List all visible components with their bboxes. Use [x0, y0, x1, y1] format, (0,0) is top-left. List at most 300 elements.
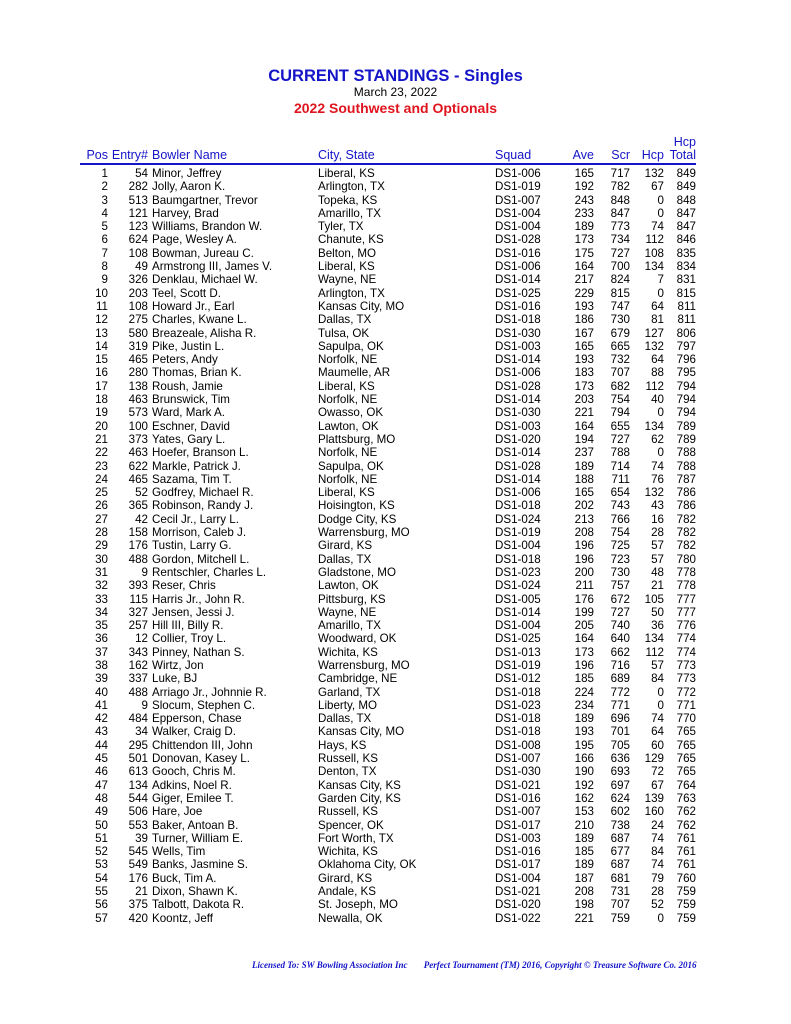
cell-entry: 319 — [128, 339, 148, 353]
cell-city: Oklahoma City, OK — [318, 858, 417, 872]
cell-hcp: 64 — [651, 353, 664, 367]
cell-city: Kansas City, MO — [318, 725, 405, 739]
cell-squad: DS1-016 — [495, 791, 541, 805]
cell-pos: 50 — [95, 818, 108, 832]
table-row — [80, 220, 696, 233]
cell-ave: 195 — [574, 738, 594, 752]
table-row — [80, 872, 696, 885]
cell-entry: 21 — [135, 885, 148, 899]
cell-pos: 35 — [95, 619, 108, 633]
table-row — [80, 486, 696, 499]
report-date: March 23, 2022 — [353, 85, 438, 99]
cell-entry: 624 — [128, 233, 148, 247]
cell-entry: 488 — [128, 552, 148, 566]
cell-ave: 162 — [574, 791, 594, 805]
cell-pos: 43 — [95, 725, 108, 739]
cell-squad: DS1-019 — [495, 526, 541, 540]
cell-hcp: 74 — [651, 712, 664, 726]
cell-total: 846 — [676, 233, 696, 247]
cell-pos: 55 — [95, 885, 108, 899]
cell-total: 778 — [676, 565, 696, 579]
cell-name: Baumgartner, Trevor — [152, 193, 258, 207]
cell-total: 772 — [676, 685, 696, 699]
cell-pos: 33 — [95, 592, 108, 606]
table-row — [80, 805, 696, 818]
cell-total: 847 — [676, 206, 696, 220]
cell-hcp: 74 — [651, 831, 664, 845]
cell-entry: 463 — [128, 393, 148, 407]
col-header-total-top: Hcp — [673, 135, 696, 149]
cell-city: Russell, KS — [318, 752, 378, 766]
cell-city: Amarillo, TX — [318, 206, 381, 220]
table-row — [80, 699, 696, 712]
cell-hcp: 57 — [651, 658, 664, 672]
cell-hcp: 0 — [657, 286, 664, 300]
cell-total: 762 — [676, 818, 696, 832]
table-row — [80, 659, 696, 672]
cell-scr: 655 — [610, 419, 630, 433]
table-row — [80, 912, 696, 925]
cell-total: 761 — [676, 831, 696, 845]
cell-total: 835 — [676, 246, 696, 260]
cell-name: Turner, William E. — [152, 831, 244, 845]
cell-entry: 108 — [128, 299, 148, 313]
cell-hcp: 62 — [651, 432, 664, 446]
table-row — [80, 646, 696, 659]
cell-total: 761 — [676, 845, 696, 859]
cell-name: Morrison, Caleb J. — [152, 526, 247, 540]
cell-name: Wells, Tim — [152, 845, 206, 859]
cell-total: 765 — [676, 752, 696, 766]
cell-ave: 199 — [574, 605, 594, 619]
cell-name: Bowman, Jureau C. — [152, 246, 254, 260]
col-header-scr: Scr — [594, 136, 630, 164]
table-row — [80, 260, 696, 273]
cell-squad: DS1-014 — [495, 353, 541, 367]
table-row — [80, 765, 696, 778]
cell-ave: 234 — [574, 698, 594, 712]
cell-entry: 365 — [128, 499, 148, 513]
cell-hcp: 132 — [644, 486, 664, 500]
cell-entry: 203 — [128, 286, 148, 300]
cell-city: Cambridge, NE — [318, 672, 398, 686]
cell-city: Arlington, TX — [318, 180, 385, 194]
cell-total: 848 — [676, 193, 696, 207]
cell-ave: 211 — [575, 579, 594, 593]
col-header-ave: Ave — [563, 136, 594, 164]
cell-entry: 580 — [128, 326, 148, 340]
cell-scr: 782 — [610, 180, 630, 194]
cell-name: Hoefer, Branson L. — [152, 446, 249, 460]
cell-scr: 740 — [610, 619, 630, 633]
cell-scr: 772 — [610, 685, 630, 699]
table-row — [80, 752, 696, 765]
table-row — [80, 539, 696, 552]
cell-city: Girard, KS — [318, 539, 373, 553]
cell-pos: 21 — [95, 432, 108, 446]
cell-total: 762 — [676, 805, 696, 819]
cell-ave: 164 — [574, 632, 594, 646]
cell-total: 789 — [676, 432, 696, 446]
cell-hcp: 64 — [651, 725, 664, 739]
cell-name: Eschner, David — [152, 419, 230, 433]
cell-entry: 420 — [128, 911, 148, 925]
cell-squad: DS1-024 — [495, 579, 541, 593]
cell-scr: 640 — [610, 632, 630, 646]
cell-hcp: 79 — [651, 871, 664, 885]
cell-total: 794 — [676, 406, 696, 420]
table-row — [80, 233, 696, 246]
cell-hcp: 57 — [651, 552, 664, 566]
cell-entry: 465 — [128, 353, 148, 367]
cell-ave: 173 — [574, 645, 594, 659]
cell-name: Thomas, Brian K. — [152, 366, 242, 380]
cell-hcp: 74 — [651, 858, 664, 872]
cell-pos: 54 — [95, 871, 108, 885]
cell-hcp: 28 — [651, 885, 664, 899]
cell-ave: 176 — [574, 592, 594, 606]
cell-squad: DS1-023 — [495, 698, 541, 712]
cell-scr: 682 — [610, 379, 630, 393]
cell-hcp: 0 — [657, 446, 664, 460]
cell-hcp: 24 — [651, 818, 664, 832]
cell-hcp: 76 — [651, 472, 664, 486]
cell-entry: 501 — [128, 752, 148, 766]
cell-hcp: 57 — [651, 539, 664, 553]
cell-pos: 3 — [101, 193, 108, 207]
cell-city: Hoisington, KS — [318, 499, 395, 513]
cell-pos: 49 — [95, 805, 108, 819]
cell-ave: 192 — [574, 778, 594, 792]
cell-name: Pinney, Nathan S. — [152, 645, 245, 659]
cell-name: Banks, Jasmine S. — [152, 858, 249, 872]
cell-ave: 208 — [574, 885, 594, 899]
cell-name: Yates, Gary L. — [152, 432, 226, 446]
cell-city: Dallas, TX — [318, 313, 372, 327]
cell-squad: DS1-025 — [495, 632, 541, 646]
cell-pos: 27 — [95, 512, 108, 526]
cell-scr: 665 — [610, 339, 630, 353]
cell-name: Robinson, Randy J. — [152, 499, 254, 513]
cell-ave: 233 — [574, 206, 594, 220]
cell-entry: 54 — [135, 167, 148, 180]
cell-squad: DS1-016 — [495, 299, 541, 313]
cell-hcp: 132 — [644, 167, 664, 180]
cell-pos: 11 — [95, 299, 108, 313]
report-header — [0, 66, 791, 117]
cell-total: 773 — [676, 658, 696, 672]
cell-city: Chanute, KS — [318, 233, 384, 247]
table-row — [80, 273, 696, 286]
cell-ave: 221 — [574, 406, 594, 420]
cell-name: Chittendon III, John — [152, 738, 253, 752]
cell-total: 786 — [676, 486, 696, 500]
cell-city: Gladstone, MO — [318, 565, 396, 579]
cell-city: Kansas City, KS — [318, 778, 401, 792]
cell-squad: DS1-018 — [495, 313, 541, 327]
cell-city: Garland, TX — [318, 685, 381, 699]
cell-pos: 10 — [95, 286, 108, 300]
standings-table — [80, 136, 696, 925]
cell-ave: 221 — [574, 911, 594, 925]
cell-pos: 17 — [95, 379, 108, 393]
cell-hcp: 67 — [651, 180, 664, 194]
cell-scr: 700 — [610, 260, 630, 274]
cell-scr: 711 — [611, 472, 630, 486]
table-row — [80, 632, 696, 645]
cell-pos: 40 — [95, 685, 108, 699]
cell-hcp: 112 — [645, 645, 664, 659]
table-row — [80, 898, 696, 911]
cell-scr: 743 — [610, 499, 630, 513]
cell-hcp: 112 — [645, 379, 664, 393]
cell-squad: DS1-007 — [495, 193, 541, 207]
cell-entry: 12 — [135, 632, 148, 646]
cell-hcp: 16 — [651, 512, 664, 526]
cell-scr: 727 — [610, 432, 630, 446]
cell-hcp: 139 — [644, 791, 664, 805]
cell-name: Harvey, Brad — [152, 206, 219, 220]
cell-scr: 716 — [610, 658, 630, 672]
cell-squad: DS1-018 — [495, 725, 541, 739]
cell-scr: 636 — [610, 752, 630, 766]
table-row — [80, 885, 696, 898]
cell-hcp: 0 — [657, 193, 664, 207]
cell-pos: 34 — [95, 605, 108, 619]
cell-name: Armstrong III, James V. — [152, 260, 273, 274]
cell-squad: DS1-030 — [495, 406, 541, 420]
cell-squad: DS1-018 — [495, 499, 541, 513]
cell-pos: 2 — [101, 180, 108, 194]
cell-entry: 123 — [128, 220, 148, 234]
cell-name: Slocum, Stephen C. — [152, 698, 256, 712]
cell-squad: DS1-016 — [495, 845, 541, 859]
cell-squad: DS1-017 — [495, 858, 541, 872]
cell-squad: DS1-004 — [495, 206, 541, 220]
report-title: CURRENT STANDINGS - Singles — [268, 67, 523, 85]
cell-ave: 173 — [574, 233, 594, 247]
cell-city: Norfolk, NE — [318, 353, 378, 367]
cell-pos: 29 — [95, 539, 108, 553]
table-row — [80, 420, 696, 433]
cell-entry: 613 — [128, 765, 148, 779]
cell-pos: 31 — [95, 565, 108, 579]
cell-entry: 549 — [128, 858, 148, 872]
cell-pos: 30 — [95, 552, 108, 566]
cell-total: 789 — [676, 419, 696, 433]
table-row — [80, 845, 696, 858]
cell-entry: 9 — [141, 565, 148, 579]
cell-total: 796 — [676, 353, 696, 367]
cell-hcp: 134 — [644, 632, 664, 646]
cell-hcp: 36 — [651, 619, 664, 633]
cell-ave: 153 — [574, 805, 594, 819]
cell-total: 811 — [677, 313, 696, 327]
cell-city: Kansas City, MO — [318, 299, 405, 313]
cell-hcp: 129 — [644, 752, 664, 766]
cell-entry: 513 — [128, 193, 148, 207]
cell-name: Walker, Craig D. — [152, 725, 236, 739]
cell-ave: 164 — [574, 260, 594, 274]
cell-squad: DS1-021 — [495, 885, 541, 899]
cell-ave: 196 — [574, 552, 594, 566]
table-row — [80, 207, 696, 220]
cell-ave: 167 — [574, 326, 594, 340]
cell-total: 795 — [676, 366, 696, 380]
cell-name: Rentschler, Charles L. — [152, 565, 267, 579]
cell-entry: 257 — [128, 619, 148, 633]
cell-squad: DS1-004 — [495, 871, 541, 885]
cell-city: Plattsburg, MO — [318, 432, 396, 446]
cell-scr: 738 — [610, 818, 630, 832]
cell-pos: 48 — [95, 791, 108, 805]
cell-city: Wichita, KS — [318, 645, 378, 659]
cell-scr: 732 — [610, 353, 630, 367]
table-row — [80, 686, 696, 699]
table-row — [80, 792, 696, 805]
cell-scr: 723 — [610, 552, 630, 566]
col-header-hcp: Hcp — [630, 136, 664, 164]
cell-squad: DS1-004 — [495, 220, 541, 234]
cell-hcp: 50 — [651, 605, 664, 619]
cell-total: 765 — [676, 725, 696, 739]
cell-name: Jolly, Aaron K. — [152, 180, 226, 194]
cell-total: 787 — [676, 472, 696, 486]
table-row — [80, 499, 696, 512]
cell-name: Donovan, Kasey L. — [152, 752, 250, 766]
table-row — [80, 446, 696, 459]
table-row — [80, 366, 696, 379]
cell-hcp: 48 — [651, 565, 664, 579]
cell-ave: 193 — [574, 353, 594, 367]
cell-total: 806 — [676, 326, 696, 340]
cell-squad: DS1-007 — [495, 805, 541, 819]
tournament-name: 2022 Southwest and Optionals — [293, 100, 498, 116]
cell-pos: 12 — [95, 313, 108, 327]
cell-total: 849 — [676, 180, 696, 194]
cell-pos: 4 — [101, 206, 108, 220]
cell-name: Luke, BJ — [152, 672, 198, 686]
cell-city: Norfolk, NE — [318, 472, 378, 486]
cell-ave: 185 — [574, 845, 594, 859]
cell-hcp: 160 — [644, 805, 664, 819]
cell-ave: 183 — [574, 366, 594, 380]
cell-squad: DS1-018 — [495, 712, 541, 726]
cell-name: Page, Wesley A. — [152, 233, 237, 247]
col-header-squad: Squad — [495, 136, 563, 164]
cell-name: Godfrey, Michael R. — [152, 486, 254, 500]
cell-hcp: 0 — [657, 685, 664, 699]
cell-city: Warrensburg, MO — [318, 526, 410, 540]
cell-pos: 39 — [95, 672, 108, 686]
cell-city: Fort Worth, TX — [318, 831, 394, 845]
cell-ave: 208 — [574, 526, 594, 540]
cell-total: 777 — [676, 605, 696, 619]
cell-name: Buck, Tim A. — [152, 871, 217, 885]
table-row — [80, 327, 696, 340]
cell-scr: 677 — [610, 845, 630, 859]
cell-squad: DS1-014 — [495, 446, 541, 460]
cell-city: Tyler, TX — [318, 220, 364, 234]
cell-entry: 573 — [128, 406, 148, 420]
table-row — [80, 433, 696, 446]
cell-entry: 622 — [128, 459, 148, 473]
cell-total: 759 — [676, 911, 696, 925]
cell-ave: 189 — [574, 858, 594, 872]
table-row — [80, 553, 696, 566]
cell-city: Norfolk, NE — [318, 393, 378, 407]
cell-squad: DS1-019 — [495, 180, 541, 194]
cell-city: St. Joseph, MO — [318, 898, 398, 912]
cell-total: 786 — [676, 499, 696, 513]
cell-squad: DS1-017 — [495, 818, 541, 832]
cell-hcp: 67 — [651, 778, 664, 792]
table-row — [80, 340, 696, 353]
table-row — [80, 579, 696, 592]
cell-entry: 134 — [128, 778, 148, 792]
cell-ave: 173 — [574, 379, 594, 393]
cell-pos: 26 — [95, 499, 108, 513]
cell-name: Roush, Jamie — [152, 379, 223, 393]
cell-squad: DS1-030 — [495, 765, 541, 779]
cell-name: Hill III, Billy R. — [152, 619, 224, 633]
cell-name: Epperson, Chase — [152, 712, 242, 726]
cell-name: Gordon, Mitchell L. — [152, 552, 250, 566]
cell-hcp: 74 — [651, 220, 664, 234]
cell-scr: 727 — [610, 605, 630, 619]
cell-city: Hays, KS — [318, 738, 367, 752]
cell-city: Warrensburg, MO — [318, 658, 410, 672]
cell-city: Wichita, KS — [318, 845, 378, 859]
cell-scr: 754 — [610, 393, 630, 407]
cell-pos: 42 — [95, 712, 108, 726]
cell-entry: 465 — [128, 472, 148, 486]
cell-scr: 757 — [610, 579, 630, 593]
cell-city: Liberal, KS — [318, 379, 375, 393]
cell-total: 831 — [676, 273, 696, 287]
table-row — [80, 353, 696, 366]
cell-scr: 815 — [610, 286, 630, 300]
cell-pos: 57 — [95, 911, 108, 925]
copyright-text: Perfect Tournament (TM) 2016, Copyright © Treasure Software Co. 2016 — [423, 960, 697, 970]
cell-entry: 39 — [135, 831, 148, 845]
cell-ave: 166 — [574, 752, 594, 766]
cell-name: Brunswick, Tim — [152, 393, 230, 407]
cell-name: Denklau, Michael W. — [152, 273, 258, 287]
cell-ave: 198 — [574, 898, 594, 912]
cell-entry: 158 — [128, 526, 148, 540]
cell-ave: 196 — [574, 539, 594, 553]
cell-city: Woodward, OK — [318, 632, 397, 646]
cell-squad: DS1-019 — [495, 658, 541, 672]
cell-scr: 693 — [610, 765, 630, 779]
cell-squad: DS1-012 — [495, 672, 541, 686]
table-row — [80, 566, 696, 579]
cell-squad: DS1-006 — [495, 167, 541, 180]
cell-hcp: 40 — [651, 393, 664, 407]
cell-scr: 687 — [610, 831, 630, 845]
cell-hcp: 43 — [651, 499, 664, 513]
cell-squad: DS1-014 — [495, 472, 541, 486]
cell-city: Lawton, OK — [318, 419, 379, 433]
cell-city: Tulsa, OK — [318, 326, 370, 340]
cell-scr: 766 — [610, 512, 630, 526]
cell-city: Newalla, OK — [318, 911, 383, 925]
cell-squad: DS1-030 — [495, 326, 541, 340]
table-row — [80, 779, 696, 792]
cell-entry: 488 — [128, 685, 148, 699]
cell-city: Denton, TX — [318, 765, 377, 779]
